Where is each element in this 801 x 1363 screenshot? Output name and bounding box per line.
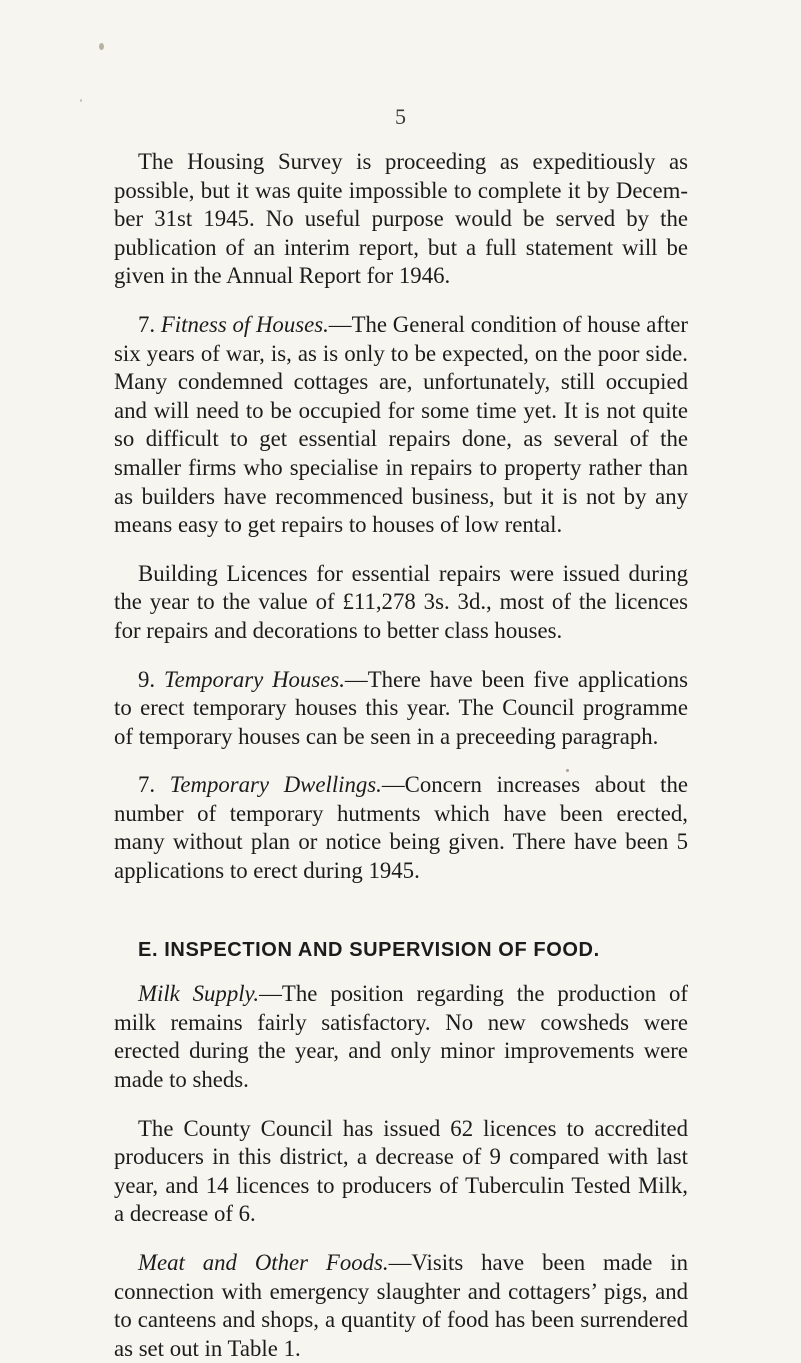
paper-speck-mark	[80, 99, 82, 102]
paragraph-text: The County Council has issued 62 licences to accredited producers in this district, a decrease of 9 compared with last year, and 14 licences to producers of Tuberculin Tested Milk, a decrease of 6.	[114, 1115, 688, 1227]
paragraph-text: —There have been five applications to erect temporary houses this year. The Council programme of temporary houses can be seen in a preceeding paragraph.	[114, 666, 688, 749]
paragraph-heading: Temporary Houses.	[163, 666, 345, 692]
paragraph-temporary-dwellings	[114, 771, 688, 885]
section-heading-food-inspection: E. INSPECTION AND SUPERVISION OF FOOD.	[138, 938, 600, 961]
paragraph-text: Building Licences for essential repairs were issued during the year to the value of £11,278 3s. 3d., most of the licences for repairs and decorations to better class houses.	[114, 560, 688, 643]
paragraph-heading: Meat and Other Foods.	[138, 1250, 389, 1275]
paragraph-heading: Milk Supply.	[138, 981, 260, 1007]
paragraph-housing-survey	[114, 148, 688, 291]
paragraph-county-council-licences	[114, 1115, 688, 1229]
paragraph-meat-and-other-foods	[114, 1249, 688, 1363]
paragraph-building-licences	[114, 560, 688, 646]
paragraph-text: —The position regarding the production of milk remains fairly satisfactory. No new cowsheds were erected during the year, and only minor improvements were made to sheds.	[114, 981, 688, 1093]
paragraph-number: 7.	[138, 772, 156, 798]
paragraph-number: 7.	[138, 311, 156, 337]
paper-speck-mark	[99, 43, 104, 50]
paragraph-temporary-houses	[114, 666, 688, 752]
paragraph-text: The Housing Survey is proceeding as expeditiously as possible, but it was quite impossible to complete it by December 31st 1945. No useful purpose would be served by the publication of an interim report, but a full statement will be given in the Annual Report for 1946.	[114, 149, 688, 289]
document-body	[114, 148, 688, 1363]
paragraph-text: —The General condition of house after six years of war, is, as is only to be expected, on the poor side. Many condemned cottages are, unfortunately, still occupied and will need to be occupied for some time yet. It is not quite so difficult to get essential repairs done, as several of the smaller firms who specialise in repairs to property rather than as builders have recommenced business, but it is not by any means easy to get repairs to houses of low rental.	[114, 311, 688, 538]
page-number: 5	[395, 104, 406, 129]
paragraph-text: —Visits have been made in connection with emergency slaughter and cottagers’ pigs, and to canteens and shops, a quantity of food has been surrendered as set out in Table 1.	[114, 1250, 688, 1361]
paragraph-fitness-of-houses	[114, 311, 688, 540]
paragraph-number: 9.	[138, 666, 156, 692]
paragraph-milk-supply	[114, 980, 688, 1094]
paragraph-heading: Temporary Dwellings.	[169, 772, 382, 798]
paragraph-text: —Concern increases about the number of temporary hutments which have been erected, many without plan or notice being given. There have been 5 applications to erect during 1945.	[114, 772, 688, 884]
paragraph-heading: Fitness of Houses.	[160, 311, 329, 337]
